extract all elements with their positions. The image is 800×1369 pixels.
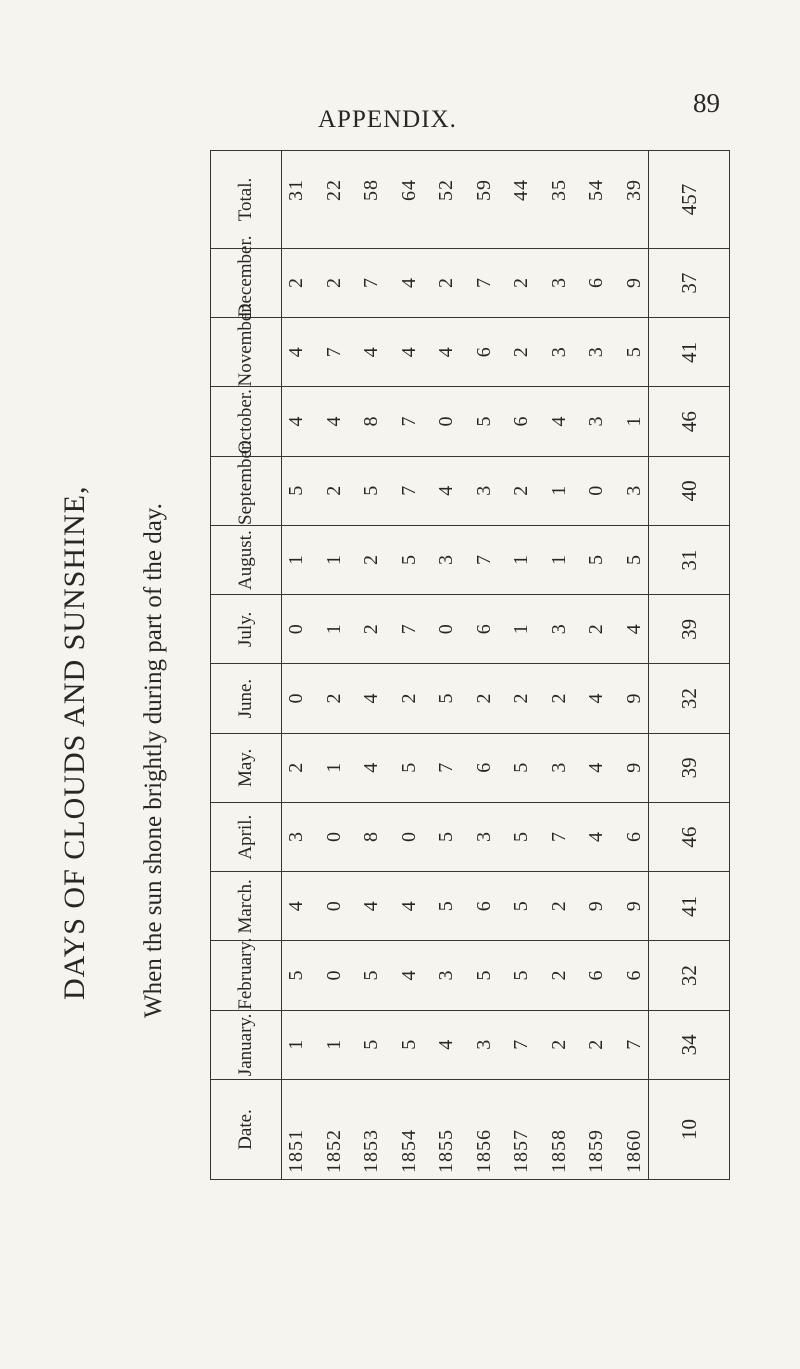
column-header: May.: [211, 733, 282, 802]
day-count: 0: [285, 692, 307, 704]
day-count: 5: [472, 969, 495, 981]
day-count: 39: [622, 179, 645, 201]
column-total: 32: [649, 941, 730, 1010]
year-value: 1860: [622, 1129, 645, 1173]
day-count: 1: [322, 554, 345, 565]
day-count: 1: [510, 623, 533, 635]
day-count: 2: [322, 277, 345, 288]
day-count: 3: [285, 831, 307, 842]
year-value: 1853: [360, 1129, 383, 1173]
day-count: 5: [397, 554, 420, 565]
day-count: 58: [360, 179, 383, 201]
column-header: June.: [211, 664, 282, 733]
day-count: 3: [435, 554, 458, 565]
day-count: 1: [285, 554, 307, 565]
day-count: 3: [547, 623, 570, 635]
column-total: 39: [649, 733, 730, 802]
day-count: 22: [322, 179, 345, 201]
year-value: 1851: [285, 1129, 307, 1173]
day-count: 2: [397, 692, 420, 704]
day-count: 6: [472, 900, 495, 912]
day-count: 4: [360, 692, 383, 704]
body-row: [282, 151, 649, 1180]
totals-label: 10: [649, 1080, 730, 1180]
column-total: 46: [649, 803, 730, 872]
day-count: 3: [547, 277, 570, 288]
day-count: 5: [435, 831, 458, 842]
month-column-cell: [282, 526, 649, 595]
column-total: 41: [649, 872, 730, 941]
day-count: 6: [472, 346, 495, 358]
day-count: 5: [435, 692, 458, 704]
day-count: 59: [472, 179, 495, 201]
day-count: 0: [585, 484, 608, 496]
column-header: November.: [211, 318, 282, 387]
day-count: 44: [510, 179, 533, 201]
year-value: 1858: [547, 1129, 570, 1173]
day-count: 6: [585, 277, 608, 288]
day-count: 5: [397, 761, 420, 773]
day-count: 4: [622, 623, 645, 635]
day-count: 0: [322, 969, 345, 981]
sunshine-table: [210, 150, 730, 1180]
day-count: 7: [397, 623, 420, 635]
day-count: 1: [322, 761, 345, 773]
day-count: 4: [397, 900, 420, 912]
day-count: 2: [510, 346, 533, 358]
day-count: 7: [322, 346, 345, 358]
year-value: 1854: [397, 1129, 420, 1173]
month-column-cell: [282, 456, 649, 525]
month-column-cell: [282, 664, 649, 733]
day-count: 5: [622, 554, 645, 565]
caption-title: DAYS OF CLOUDS AND SUNSHINE,: [58, 485, 91, 1000]
day-count: 1: [285, 1038, 307, 1050]
page-number: 89: [693, 88, 720, 118]
day-count: 2: [322, 692, 345, 704]
day-count: 9: [622, 761, 645, 773]
day-count: 0: [322, 831, 345, 842]
day-count: 4: [285, 415, 307, 427]
column-total: 32: [649, 664, 730, 733]
day-count: 3: [622, 484, 645, 496]
day-count: 2: [435, 277, 458, 288]
day-count: 2: [547, 1038, 570, 1050]
day-count: 4: [285, 900, 307, 912]
day-count: 5: [510, 761, 533, 773]
day-count: 4: [397, 277, 420, 288]
day-count: 4: [360, 900, 383, 912]
column-total: 457: [649, 151, 730, 249]
day-count: 7: [472, 277, 495, 288]
day-count: 3: [472, 484, 495, 496]
day-count: 2: [510, 484, 533, 496]
day-count: 7: [547, 831, 570, 842]
day-count: 7: [397, 415, 420, 427]
day-count: 5: [360, 484, 383, 496]
month-column-cell: [282, 941, 649, 1010]
month-column-cell: [282, 318, 649, 387]
month-column-cell: [282, 249, 649, 318]
year-value: 1859: [585, 1129, 608, 1173]
day-count: 4: [285, 346, 307, 358]
day-count: 31: [285, 179, 307, 201]
day-count: 7: [510, 1038, 533, 1050]
day-count: 2: [585, 623, 608, 635]
year-value: 1852: [322, 1129, 345, 1173]
day-count: 4: [585, 692, 608, 704]
caption-subtitle: When the sun shone brightly during part of the day.: [140, 503, 167, 1018]
month-column-cell: [282, 151, 649, 249]
column-total: 34: [649, 1010, 730, 1079]
day-count: 3: [435, 969, 458, 981]
column-header: Date.: [211, 1080, 282, 1180]
column-header: February.: [211, 941, 282, 1010]
column-total: 37: [649, 249, 730, 318]
day-count: 1: [322, 623, 345, 635]
day-count: 3: [585, 415, 608, 427]
day-count: 8: [360, 415, 383, 427]
day-count: 3: [547, 761, 570, 773]
day-count: 4: [585, 761, 608, 773]
day-count: 54: [585, 179, 608, 201]
day-count: 4: [322, 415, 345, 427]
day-count: 5: [435, 900, 458, 912]
day-count: 5: [285, 484, 307, 496]
day-count: 1: [510, 554, 533, 565]
day-count: 2: [547, 692, 570, 704]
day-count: 2: [472, 692, 495, 704]
day-count: 2: [322, 484, 345, 496]
day-count: 6: [472, 761, 495, 773]
year-value: 1856: [472, 1129, 495, 1173]
day-count: 8: [360, 831, 383, 842]
sunshine-table-region: [210, 150, 730, 1180]
day-count: 3: [472, 831, 495, 842]
day-count: 0: [397, 831, 420, 842]
column-total: 46: [649, 387, 730, 456]
day-count: 4: [435, 484, 458, 496]
day-count: 5: [285, 969, 307, 981]
column-header: September.: [211, 456, 282, 525]
month-column-cell: [282, 872, 649, 941]
totals-row: [649, 151, 730, 1180]
column-header: Total.: [211, 151, 282, 249]
column-header: December.: [211, 249, 282, 318]
column-header: March.: [211, 872, 282, 941]
day-count: 2: [510, 277, 533, 288]
day-count: 9: [622, 692, 645, 704]
year-value: 1855: [435, 1129, 458, 1173]
day-count: 2: [360, 554, 383, 565]
column-header: October.: [211, 387, 282, 456]
column-total: 41: [649, 318, 730, 387]
day-count: 64: [397, 179, 420, 201]
day-count: 1: [622, 415, 645, 427]
page-header: [0, 82, 800, 132]
month-column-cell: [282, 1010, 649, 1079]
day-count: 4: [397, 969, 420, 981]
day-count: 1: [547, 484, 570, 496]
day-count: 5: [510, 900, 533, 912]
month-column-cell: [282, 803, 649, 872]
day-count: 6: [472, 623, 495, 635]
column-header: August.: [211, 526, 282, 595]
column-total: 31: [649, 526, 730, 595]
day-count: 6: [622, 969, 645, 981]
month-column-cell: [282, 733, 649, 802]
day-count: 4: [360, 761, 383, 773]
column-header: April.: [211, 803, 282, 872]
day-count: 7: [360, 277, 383, 288]
date-column-cell: [282, 1080, 649, 1180]
day-count: 4: [397, 346, 420, 358]
day-count: 9: [585, 900, 608, 912]
day-count: 9: [622, 277, 645, 288]
day-count: 7: [472, 554, 495, 565]
day-count: 4: [585, 831, 608, 842]
day-count: 0: [285, 623, 307, 635]
day-count: 4: [435, 346, 458, 358]
day-count: 2: [547, 900, 570, 912]
day-count: 7: [622, 1038, 645, 1050]
day-count: 3: [547, 346, 570, 358]
day-count: 5: [472, 415, 495, 427]
day-count: 1: [322, 1038, 345, 1050]
day-count: 0: [435, 415, 458, 427]
day-count: 4: [360, 346, 383, 358]
day-count: 5: [397, 1038, 420, 1050]
day-count: 1: [547, 554, 570, 565]
day-count: 5: [622, 346, 645, 358]
header-row: [211, 151, 282, 1180]
day-count: 5: [510, 831, 533, 842]
day-count: 2: [510, 692, 533, 704]
column-total: 39: [649, 595, 730, 664]
month-column-cell: [282, 387, 649, 456]
day-count: 5: [360, 1038, 383, 1050]
day-count: 7: [397, 484, 420, 496]
month-column-cell: [282, 595, 649, 664]
day-count: 2: [285, 761, 307, 773]
column-header: July.: [211, 595, 282, 664]
day-count: 4: [435, 1038, 458, 1050]
day-count: 5: [510, 969, 533, 981]
day-count: 52: [435, 179, 458, 201]
day-count: 9: [622, 900, 645, 912]
day-count: 5: [360, 969, 383, 981]
day-count: 6: [510, 415, 533, 427]
day-count: 3: [472, 1038, 495, 1050]
day-count: 4: [547, 415, 570, 427]
day-count: 5: [585, 554, 608, 565]
day-count: 7: [435, 761, 458, 773]
day-count: 35: [547, 179, 570, 201]
day-count: 2: [285, 277, 307, 288]
sunshine-table-rotated: [210, 150, 730, 1180]
day-count: 2: [547, 969, 570, 981]
day-count: 0: [322, 900, 345, 912]
column-total: 40: [649, 456, 730, 525]
day-count: 6: [585, 969, 608, 981]
year-value: 1857: [510, 1129, 533, 1173]
day-count: 2: [360, 623, 383, 635]
running-title: APPENDIX.: [318, 106, 457, 133]
day-count: 6: [622, 831, 645, 842]
day-count: 2: [585, 1038, 608, 1050]
column-header: January.: [211, 1010, 282, 1079]
day-count: 3: [585, 346, 608, 358]
day-count: 0: [435, 623, 458, 635]
